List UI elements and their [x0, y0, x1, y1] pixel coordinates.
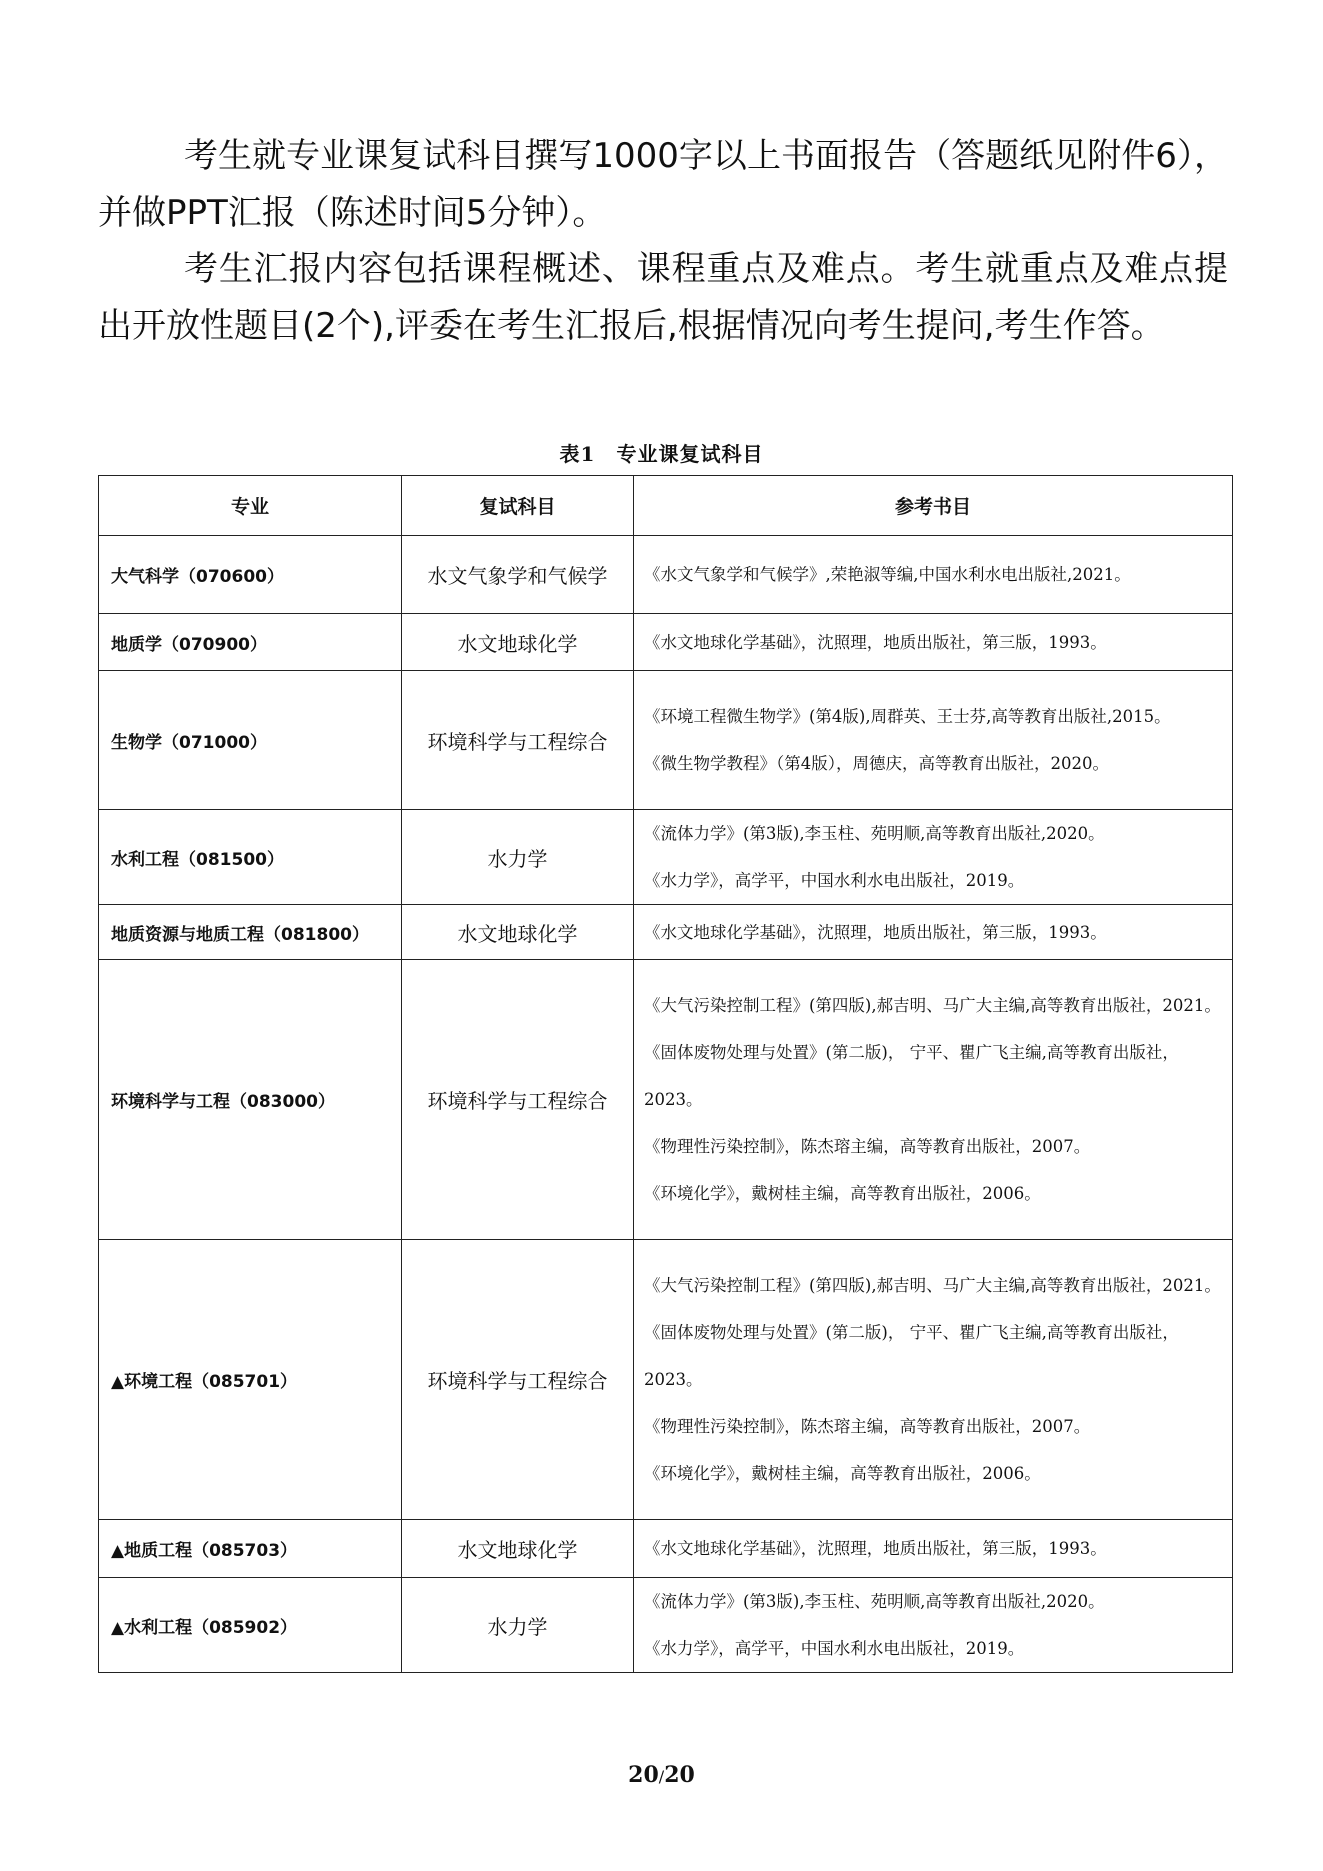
book-entry: 《环境化学》，戴树桂主编，高等教育出版社，2006。 — [644, 1464, 1041, 1483]
book-entry: 《水文地球化学基础》，沈照理，地质出版社，第三版，1993。 — [644, 632, 1107, 652]
page-total: 20 — [664, 1762, 695, 1788]
book-entry: 《水力学》，高学平，中国水利水电出版社，2019。 — [644, 1639, 1025, 1658]
table-row — [99, 905, 1233, 960]
cell-subject: 环境科学与工程综合 — [402, 671, 634, 810]
cell-subject: 水力学 — [402, 810, 634, 905]
cell-major: ▲环境工程（085701） — [99, 1240, 402, 1520]
cell-major: ▲水利工程（085902） — [99, 1578, 402, 1673]
paragraph-content: 考生汇报内容包括课程概述、课程重点及难点。考生就重点及难点提出开放性题目(2个),评委在考生汇报后,根据情况向考生提问,考生作答。 — [98, 249, 1228, 346]
cell-subject: 水文地球化学 — [402, 1520, 634, 1578]
header-subject: 复试科目 — [402, 476, 634, 536]
page-number — [0, 1762, 1323, 1788]
page-current: 20 — [628, 1762, 659, 1788]
subjects-table — [98, 475, 1233, 1673]
book-entry: 《水力学》，高学平，中国水利水电出版社，2019。 — [644, 871, 1025, 890]
book-entry: 《水文地球化学基础》，沈照理，地质出版社，第三版，1993。 — [644, 922, 1107, 942]
cell-subject: 水文地球化学 — [402, 905, 634, 960]
book-entry: 《水文气象学和气候学》,荣艳淑等编,中国水利水电出版社,2021。 — [644, 565, 1131, 584]
cell-books — [634, 905, 1233, 960]
header-major: 专业 — [99, 476, 402, 536]
cell-major: 地质资源与地质工程（081800） — [99, 905, 402, 960]
table-row — [99, 536, 1233, 614]
book-entry: 《微生物学教程》（第4版），周德庆，高等教育出版社，2020。 — [644, 754, 1109, 773]
table-row — [99, 810, 1233, 905]
header-books: 参考书目 — [634, 476, 1233, 536]
book-entry: 《环境工程微生物学》(第4版),周群英、王士芬,高等教育出版社,2015。 — [644, 707, 1171, 726]
table-row — [99, 671, 1233, 810]
table-row — [99, 1240, 1233, 1520]
cell-books — [634, 810, 1233, 905]
table-row — [99, 1520, 1233, 1578]
cell-books — [634, 960, 1233, 1240]
book-entry: 《流体力学》(第3版),李玉柱、苑明顺,高等教育出版社,2020。 — [644, 824, 1105, 843]
table-row — [99, 960, 1233, 1240]
cell-major: 环境科学与工程（083000） — [99, 960, 402, 1240]
cell-major: 地质学（070900） — [99, 614, 402, 671]
cell-subject: 环境科学与工程综合 — [402, 1240, 634, 1520]
cell-books — [634, 536, 1233, 614]
cell-major: 大气科学（070600） — [99, 536, 402, 614]
book-entry: 《大气污染控制工程》(第四版),郝吉明、马广大主编,高等教育出版社，2021。 — [644, 996, 1221, 1015]
page-separator: / — [658, 1767, 665, 1786]
book-entry: 《固体废物处理与处置》(第二版)， 宁平、瞿广飞主编,高等教育出版社，2023。 — [644, 1043, 1179, 1109]
cell-subject: 水文地球化学 — [402, 614, 634, 671]
table-row — [99, 1578, 1233, 1673]
book-entry: 《环境化学》，戴树桂主编，高等教育出版社，2006。 — [644, 1184, 1041, 1203]
body-text — [98, 128, 1228, 354]
cell-books — [634, 1520, 1233, 1578]
cell-major: 生物学（071000） — [99, 671, 402, 810]
cell-subject: 水文气象学和气候学 — [402, 536, 634, 614]
table-body — [99, 536, 1233, 1673]
cell-books — [634, 1578, 1233, 1673]
paragraph-report: 考生就专业课复试科目撰写1000字以上书面报告（答题纸见附件6），并做PPT汇报（陈述时间5分钟）。 — [98, 136, 1228, 233]
book-entry: 《流体力学》(第3版),李玉柱、苑明顺,高等教育出版社,2020。 — [644, 1592, 1105, 1611]
table-row — [99, 614, 1233, 671]
book-entry: 《物理性污染控制》，陈杰瑢主编，高等教育出版社，2007。 — [644, 1417, 1091, 1436]
cell-books — [634, 1240, 1233, 1520]
cell-major: ▲地质工程（085703） — [99, 1520, 402, 1578]
cell-major: 水利工程（081500） — [99, 810, 402, 905]
cell-subject: 水力学 — [402, 1578, 634, 1673]
book-entry: 《物理性污染控制》，陈杰瑢主编，高等教育出版社，2007。 — [644, 1137, 1091, 1156]
book-entry: 《大气污染控制工程》(第四版),郝吉明、马广大主编,高等教育出版社，2021。 — [644, 1276, 1221, 1295]
table-caption: 表1 专业课复试科目 — [559, 442, 764, 466]
cell-books — [634, 614, 1233, 671]
cell-books — [634, 671, 1233, 810]
book-entry: 《水文地球化学基础》，沈照理，地质出版社，第三版，1993。 — [644, 1539, 1107, 1558]
book-entry: 《固体废物处理与处置》(第二版)， 宁平、瞿广飞主编,高等教育出版社，2023。 — [644, 1323, 1179, 1389]
cell-subject: 环境科学与工程综合 — [402, 960, 634, 1240]
table-header-row — [99, 476, 1233, 536]
